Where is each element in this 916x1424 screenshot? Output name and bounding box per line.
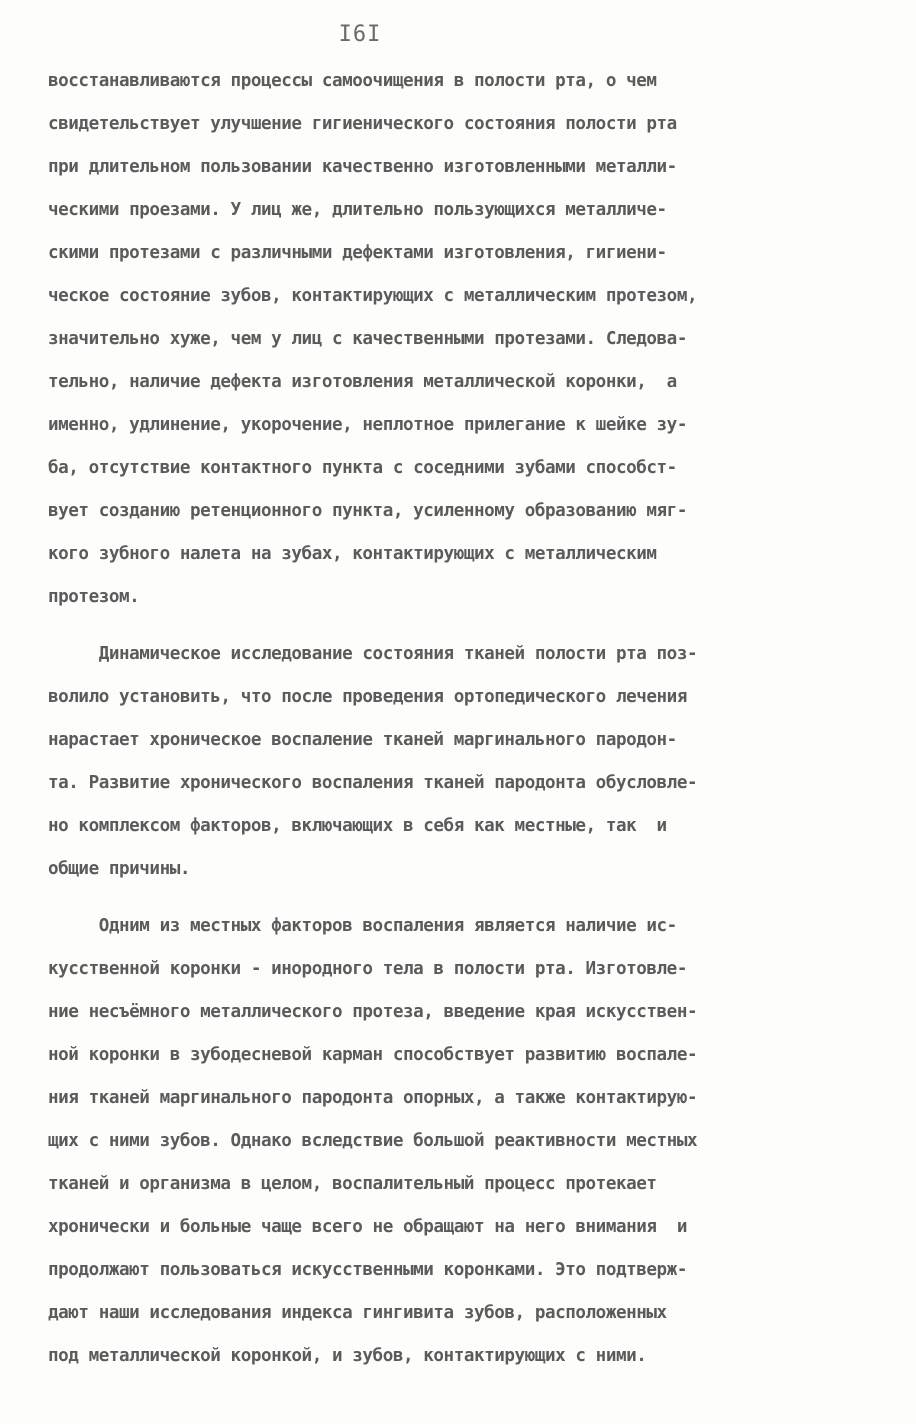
text-line: Одним из местных факторов воспаления является наличие ис- xyxy=(48,916,677,936)
text-line: под металлической коронкой, и зубов, контактирующих с ними. xyxy=(48,1346,647,1366)
page-number: I6I xyxy=(338,22,382,47)
text-line: нарастает хроническое воспаление тканей маргинального пародон- xyxy=(48,730,677,750)
text-line: ной коронки в зубодесневой карман способствует развитию воспале- xyxy=(48,1045,698,1065)
text-line: кого зубного налета на зубах, контактирующих с металлическим xyxy=(48,544,657,564)
text-line: восстанавливаются процессы самоочищения в полости рта, о чем xyxy=(48,71,657,91)
text-line: именно, удлинение, укорочение, неплотное прилегание к шейке зу- xyxy=(48,415,687,435)
text-line: ние несъёмного металлического протеза, введение края искусствен- xyxy=(48,1002,698,1022)
body-text xyxy=(48,60,872,1392)
text-line: скими протезами с различными дефектами изготовления, гигиени- xyxy=(48,243,667,263)
text-line: при длительном пользовании качественно изготовленными металли- xyxy=(48,157,677,177)
text-line: свидетельствует улучшение гигиенического состояния полости рта xyxy=(48,114,677,134)
text-line: дают наши исследования индекса гингивита зубов, расположенных xyxy=(48,1303,667,1323)
text-line: но комплексом факторов, включающих в себя как местные, так и xyxy=(48,816,667,836)
text-line: щих с ними зубов. Однако вследствие большой реактивности местных xyxy=(48,1131,698,1151)
text-line: ческими проезами. У лиц же, длительно пользующихся металличе- xyxy=(48,200,667,220)
text-line: ба, отсутствие контактного пункта с соседними зубами способст- xyxy=(48,458,677,478)
text-line: кусственной коронки - инородного тела в полости рта. Изготовле- xyxy=(48,959,687,979)
text-line: волило установить, что после проведения ортопедического лечения xyxy=(48,687,687,707)
text-line: ния тканей маргинального пародонта опорных, а также контактирую- xyxy=(48,1088,698,1108)
text-line: продолжают пользоваться искусственными коронками. Это подтверж- xyxy=(48,1260,687,1280)
text-line: тельно, наличие дефекта изготовления металлической коронки, а xyxy=(48,372,677,392)
paragraph xyxy=(48,905,872,1378)
text-line: Динамическое исследование состояния тканей полости рта поз- xyxy=(48,644,698,664)
paragraph xyxy=(48,60,872,619)
text-line: ческое состояние зубов, контактирующих с металлическим протезом, xyxy=(48,286,698,306)
text-line: общие причины. xyxy=(48,859,190,879)
text-line: значительно хуже, чем у лиц с качественными протезами. Следова- xyxy=(48,329,687,349)
paragraph xyxy=(48,633,872,891)
text-line: протезом. xyxy=(48,587,140,607)
text-line: вует созданию ретенционного пункта, усиленному образованию мяг- xyxy=(48,501,687,521)
text-line: хронически и больные чаще всего не обращают на него внимания и xyxy=(48,1217,687,1237)
text-line: тканей и организма в целом, воспалительный процесс протекает xyxy=(48,1174,657,1194)
text-line: та. Развитие хронического воспаления тканей пародонта обусловле- xyxy=(48,773,698,793)
